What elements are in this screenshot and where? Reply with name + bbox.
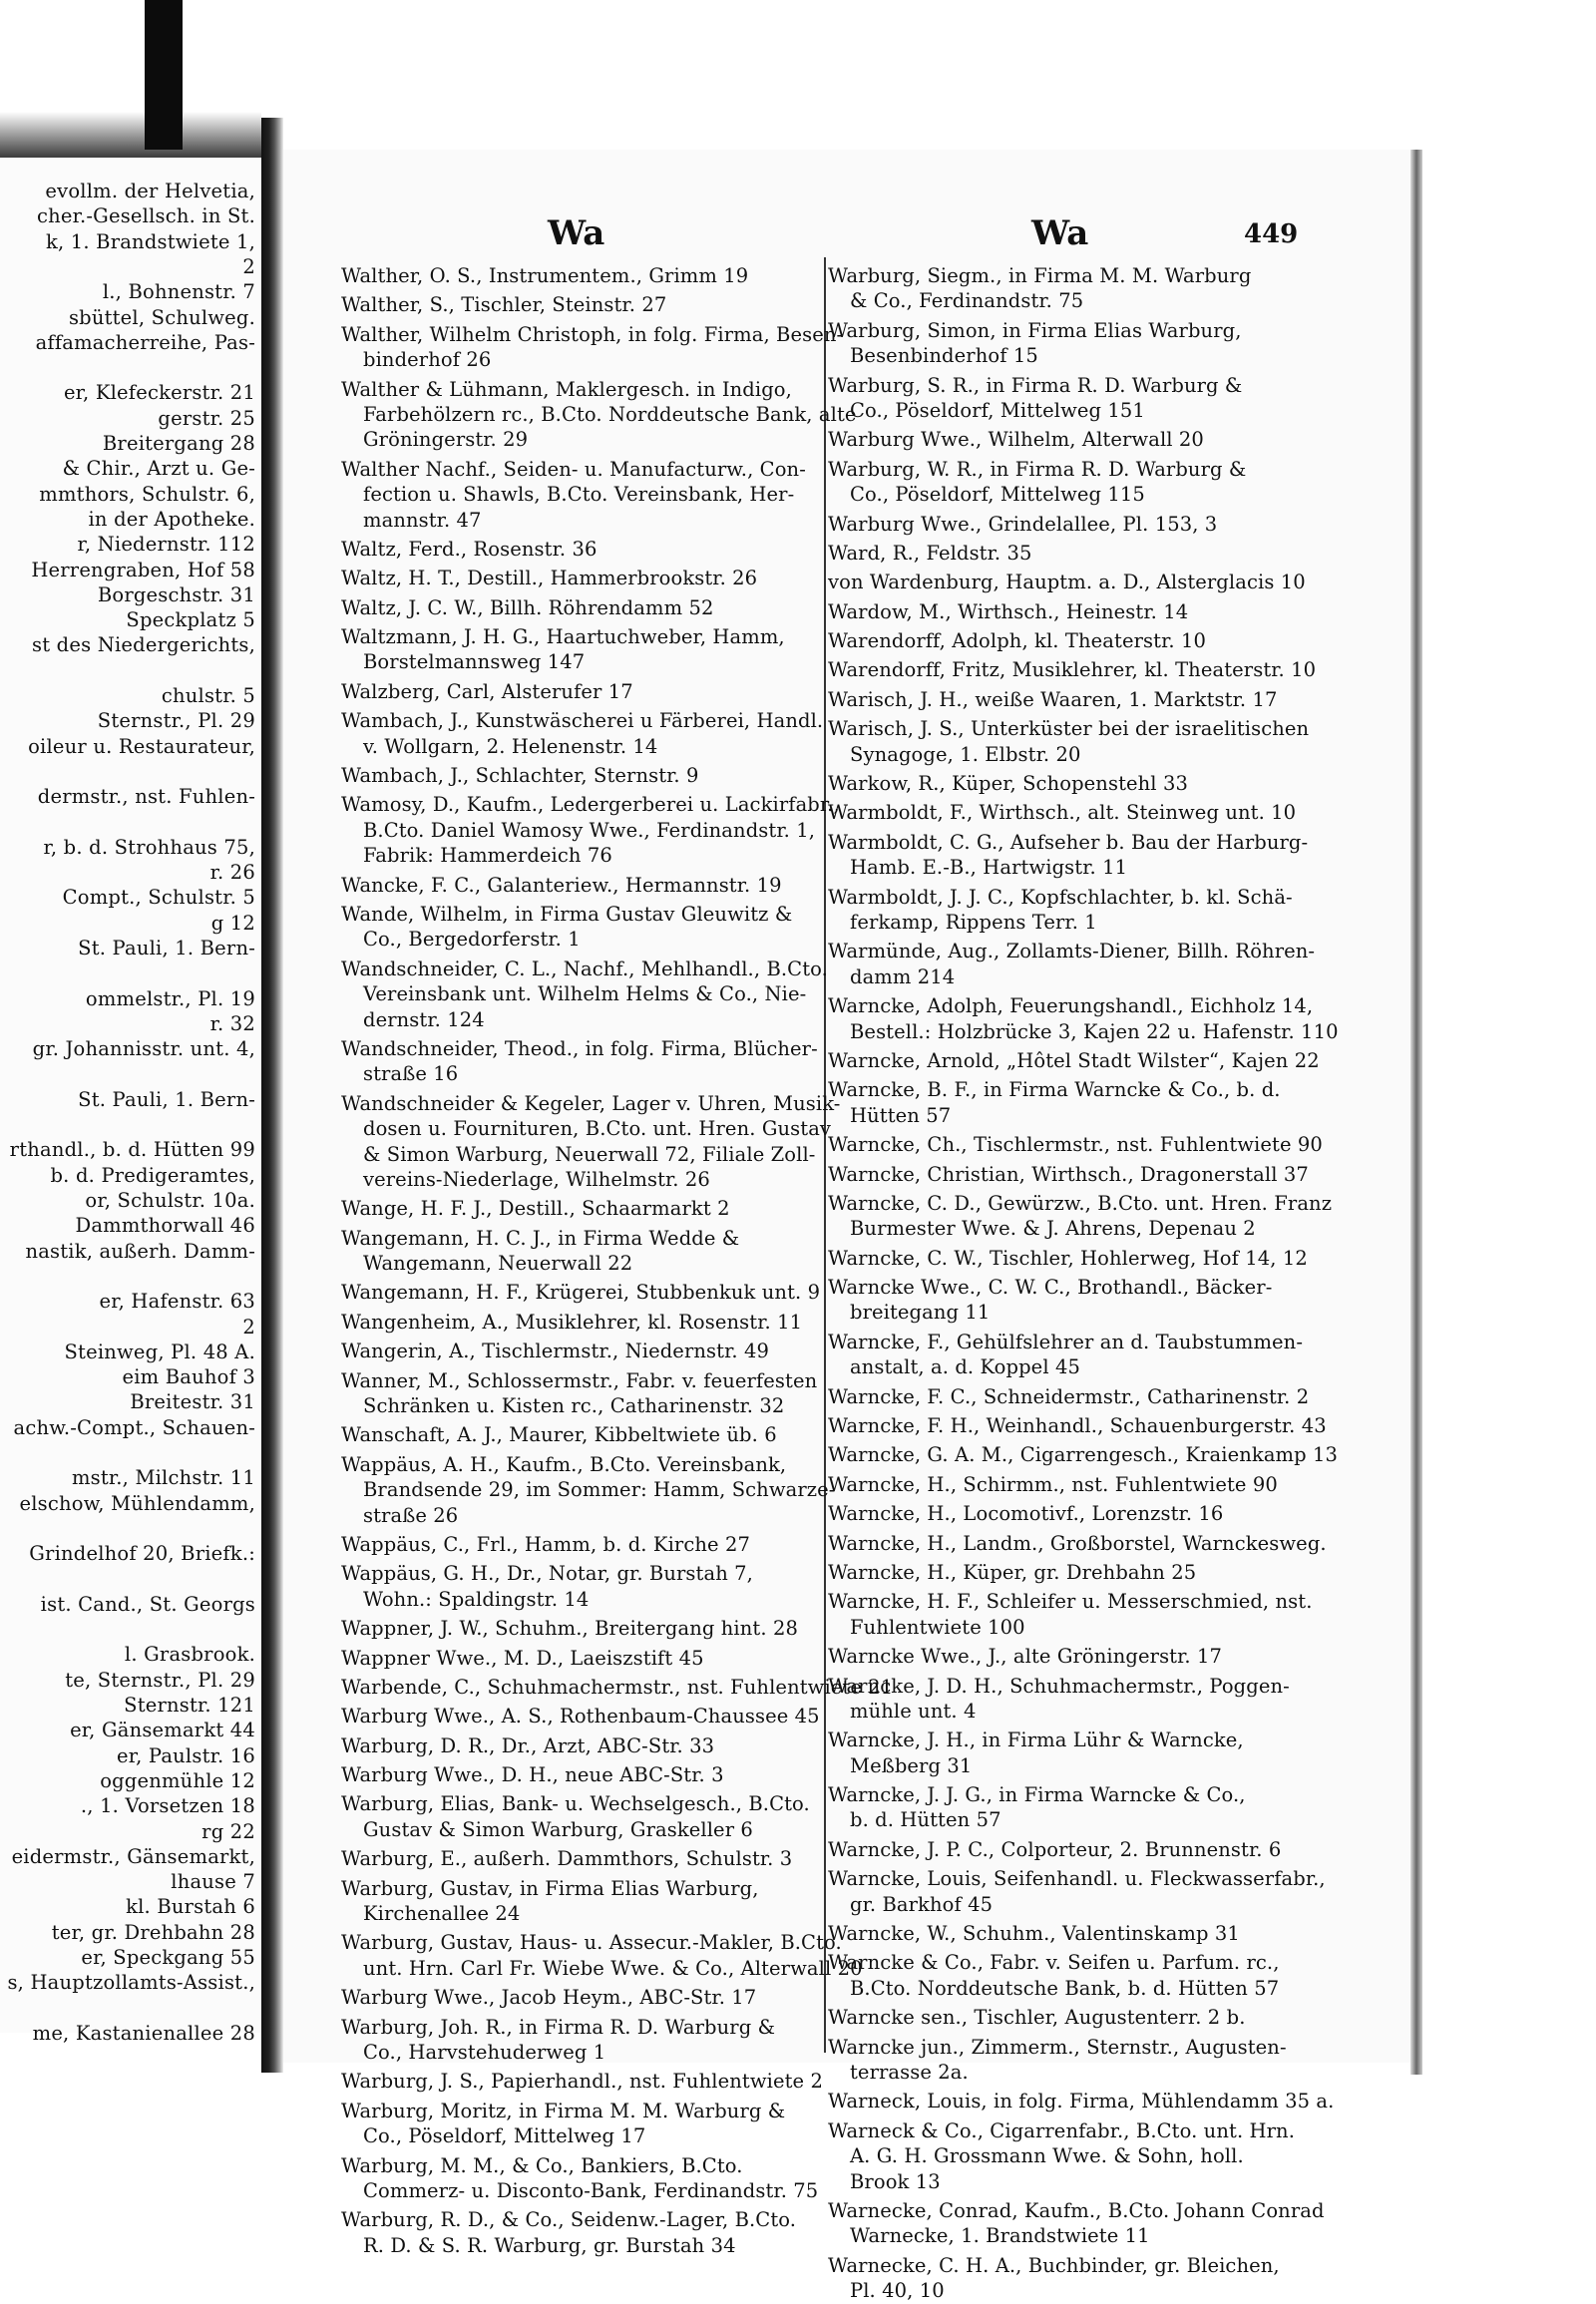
left-page-line: ter, gr. Drehbahn 28 [51, 1920, 255, 1944]
left-page-top-edge [0, 0, 261, 160]
directory-entry: Warnecke, C. H. A., Buchbinder, gr. Bleichen, [828, 2253, 1280, 2277]
directory-entry: Waltzmann, J. H. G., Haartuchweber, Hamm, [341, 625, 785, 649]
directory-entry-continuation: Borstelmannsweg 147 [363, 650, 586, 674]
directory-entry-continuation: breitegang 11 [850, 1301, 991, 1325]
directory-entry: Warncke & Co., Fabr. v. Seifen u. Parfum. rc., [828, 1951, 1280, 1975]
directory-entry-continuation: Wohn.: Spaldingstr. 14 [363, 1587, 590, 1611]
directory-column-right [828, 263, 1362, 2304]
directory-entry: Warncke, H., Locomotivf., Lorenzstr. 16 [828, 1502, 1224, 1526]
directory-entry-continuation: ferkamp, Rippens Terr. 1 [850, 910, 1097, 934]
directory-entry-continuation: Warnecke, 1. Brandstwiete 11 [850, 2224, 1150, 2248]
left-page-line: Dammthorwall 46 [75, 1214, 255, 1238]
directory-entry: Warncke Wwe., J., alte Gröningerstr. 17 [828, 1645, 1223, 1669]
left-page-line: St. Pauli, 1. Bern- [78, 937, 255, 960]
directory-entry-continuation: Meßberg 31 [850, 1753, 973, 1777]
directory-entry: Walther, Wilhelm Christoph, in folg. Firma, Besen- [341, 322, 844, 346]
left-page-line: er, Paulstr. 16 [116, 1743, 255, 1767]
left-page-line: sbüttel, Schulweg. [68, 305, 255, 329]
directory-entry: Warncke, H., Schirmm., nst. Fuhlentwiete 90 [828, 1472, 1278, 1496]
left-page-line: ist. Cand., St. Georgs [40, 1592, 255, 1616]
directory-entry: Wappäus, C., Frl., Hamm, b. d. Kirche 27 [341, 1532, 750, 1556]
left-page-line: & Chir., Arzt u. Ge- [62, 457, 255, 481]
directory-entry: Warburg, E., außerh. Dammthors, Schulstr. 3 [341, 1847, 793, 1871]
left-page-line: nastik, außerh. Damm- [25, 1239, 255, 1263]
directory-entry: Wanschaft, A. J., Maurer, Kibbeltwiete üb. 6 [341, 1423, 777, 1447]
directory-entry: Wandschneider, C. L., Nachf., Mehlhandl., B.Cto. [341, 957, 828, 980]
directory-entry-continuation: R. D. & S. R. Warburg, gr. Burstah 34 [363, 2233, 736, 2257]
left-page-line: Breitergang 28 [102, 432, 255, 455]
left-page-line: kl. Burstah 6 [126, 1895, 255, 1919]
left-page-line: ommelstr., Pl. 19 [85, 986, 255, 1010]
left-page-line: st des Niedergerichts, [32, 633, 255, 657]
directory-entry: Warncke, Arnold, „Hôtel Stadt Wilster“, Kajen 22 [828, 1048, 1320, 1072]
directory-entry: von Wardenburg, Hauptm. a. D., Alsterglacis 10 [828, 571, 1306, 594]
directory-entry: Warncke, G. A. M., Cigarrengesch., Kraienkamp 13 [828, 1443, 1339, 1467]
directory-entry-continuation: Vereinsbank unt. Wilhelm Helms & Co., Nie- [363, 982, 807, 1006]
directory-entry: Warbende, C., Schuhmachermstr., nst. Fuhlentwiete 21 [341, 1675, 894, 1699]
directory-entry: Warburg, Simon, in Firma Elias Warburg, [828, 318, 1242, 342]
directory-entry: Warncke, H., Landm., Großborstel, Warnckesweg. [828, 1531, 1327, 1555]
directory-entry: Wappner Wwe., M. D., Laeiszstift 45 [341, 1646, 704, 1670]
left-page-line: cher.-Gesellsch. in St. [37, 204, 255, 228]
directory-entry: Warncke, W., Schuhm., Valentinskamp 31 [828, 1922, 1240, 1946]
left-page-line: Sternstr. 121 [124, 1694, 255, 1717]
directory-entry: Warburg, Gustav, in Firma Elias Warburg, [341, 1876, 759, 1900]
directory-entry: Warnecke, Conrad, Kaufm., B.Cto. Johann Conrad [828, 2198, 1325, 2222]
left-page-line: in der Apotheke. [88, 507, 255, 531]
left-page-line: evollm. der Helvetia, [45, 180, 255, 202]
directory-entry: Warncke, Adolph, Feuerungshandl., Eichholz 14, [828, 994, 1314, 1018]
directory-entry: Warncke, J. P. C., Colporteur, 2. Brunnenstr. 6 [828, 1837, 1282, 1861]
directory-entry-continuation: damm 214 [850, 964, 956, 988]
book-spine-shadow [145, 0, 183, 150]
directory-entry: Warncke sen., Tischler, Augustenterr. 2 b. [828, 2006, 1246, 2030]
directory-entry: Walther Nachf., Seiden- u. Manufacturw., Con- [341, 457, 806, 481]
left-page-line: er, Gänsemarkt 44 [70, 1719, 255, 1742]
directory-entry: Warncke, Ch., Tischlermstr., nst. Fuhlentwiete 90 [828, 1133, 1323, 1157]
left-page-line: ., 1. Vorsetzen 18 [80, 1794, 255, 1818]
directory-entry: Warncke, F., Gehülfslehrer an d. Taubstummen- [828, 1330, 1304, 1353]
directory-entry-continuation: straße 16 [363, 1062, 459, 1086]
directory-entry-continuation: Gröningerstr. 29 [363, 428, 529, 452]
directory-entry-continuation: Hamb. E.-B., Hartwigstr. 11 [850, 856, 1128, 880]
directory-entry: Warncke, J. J. G., in Firma Warncke & Co., [828, 1783, 1246, 1807]
left-page-line: 2 [242, 1315, 255, 1339]
directory-entry: Warburg, D. R., Dr., Arzt, ABC-Str. 33 [341, 1733, 715, 1757]
directory-entry: Waltz, Ferd., Rosenstr. 36 [341, 537, 598, 561]
left-page-line: Herrengraben, Hof 58 [31, 558, 255, 581]
directory-entry: Warmboldt, F., Wirthsch., alt. Steinweg unt. 10 [828, 801, 1297, 825]
directory-entry-continuation: Co., Pöseldorf, Mittelweg 17 [363, 2124, 646, 2148]
directory-entry: Walther, O. S., Instrumentem., Grimm 19 [341, 264, 749, 287]
directory-entry: Warkow, R., Küper, Schopenstehl 33 [828, 772, 1188, 796]
left-page-line: Breitestr. 31 [130, 1390, 255, 1414]
directory-entry-continuation: Wangemann, Neuerwall 22 [363, 1252, 633, 1276]
directory-entry-continuation: binderhof 26 [363, 348, 492, 372]
left-page-line: mstr., Milchstr. 11 [71, 1466, 255, 1490]
left-page-line: gr. Johannisstr. unt. 4, [32, 1037, 255, 1061]
directory-entry: Warncke jun., Zimmerm., Sternstr., Augusten- [828, 2035, 1287, 2059]
directory-entry-continuation: unt. Hrn. Carl Fr. Wiebe Wwe. & Co., Alterwall 20 [363, 1956, 863, 1980]
directory-entry: Wangemann, H. C. J., in Firma Wedde & [341, 1226, 740, 1250]
directory-entry-continuation: terrasse 2a. [850, 2061, 969, 2084]
left-page-line: or, Schulstr. 10a. [85, 1189, 255, 1212]
directory-entry-continuation: B.Cto. Daniel Wamosy Wwe., Ferdinandstr. 1, [363, 818, 815, 842]
left-page-line: 2 [242, 254, 255, 278]
left-page-line: oileur u. Restaurateur, [28, 734, 255, 758]
left-page-line: te, Sternstr., Pl. 29 [65, 1668, 255, 1692]
directory-entry: Warncke, H. F., Schleifer u. Messerschmied, nst. [828, 1590, 1313, 1614]
directory-entry: Wange, H. F. J., Destill., Schaarmarkt 2 [341, 1197, 730, 1221]
directory-entry-continuation: B.Cto. Norddeutsche Bank, b. d. Hütten 57 [850, 1976, 1280, 2000]
directory-entry-continuation: mühle unt. 4 [850, 1699, 977, 1723]
directory-entry: Warburg, Gustav, Haus- u. Assecur.-Makler, B.Cto. [341, 1931, 842, 1955]
directory-entry: Wambach, J., Kunstwäscherei u Färberei, Handl. [341, 709, 824, 733]
directory-entry-continuation: Co., Harvstehuderweg 1 [363, 2041, 606, 2064]
directory-entry: Warburg, W. R., in Firma R. D. Warburg & [828, 457, 1247, 481]
directory-entry-continuation: v. Wollgarn, 2. Helenenstr. 14 [363, 734, 658, 758]
left-page-line: me, Kastanienallee 28 [32, 2021, 255, 2045]
page-gutter [261, 118, 283, 2073]
right-page-edge [1410, 150, 1422, 2075]
directory-entry: Wandschneider & Kegeler, Lager v. Uhren, Musik- [341, 1091, 841, 1115]
directory-entry: Warisch, J. H., weiße Waaren, 1. Marktstr. 17 [828, 687, 1278, 711]
directory-entry-continuation: fection u. Shawls, B.Cto. Vereinsbank, Her- [363, 483, 795, 507]
left-page-line: g 12 [210, 911, 255, 935]
directory-entry: Wappäus, G. H., Dr., Notar, gr. Burstah 7, [341, 1562, 753, 1586]
directory-entry: Warncke, H., Küper, gr. Drehbahn 25 [828, 1560, 1197, 1584]
left-page-line: chulstr. 5 [161, 684, 255, 707]
directory-entry: Warburg Wwe., D. H., neue ABC-Str. 3 [341, 1763, 724, 1787]
left-page-line: affamacherreihe, Pas- [35, 330, 255, 354]
directory-entry: Warendorff, Adolph, kl. Theaterstr. 10 [828, 629, 1206, 653]
directory-entry: Warburg Wwe., Grindelallee, Pl. 153, 3 [828, 512, 1218, 536]
directory-entry: Waltz, J. C. W., Billh. Röhrendamm 52 [341, 595, 714, 619]
left-page-line: er, Speckgang 55 [81, 1946, 255, 1969]
left-page-line: Borgeschstr. 31 [97, 582, 255, 606]
directory-entry-continuation: Co., Bergedorferstr. 1 [363, 928, 581, 952]
directory-entry-continuation: straße 26 [363, 1503, 459, 1527]
page-number: 449 [1244, 219, 1299, 249]
directory-entry: Wanner, M., Schlossermstr., Fabr. v. feuerfesten [341, 1368, 818, 1392]
directory-entry: Wamosy, D., Kaufm., Ledergerberei u. Lackirfabr., [341, 793, 840, 817]
directory-entry: Wangemann, H. F., Krügerei, Stubbenkuk unt. 9 [341, 1281, 821, 1305]
directory-entry: Warncke, B. F., in Firma Warncke & Co., b. d. [828, 1078, 1281, 1102]
left-page-line: rthandl., b. d. Hütten 99 [9, 1138, 255, 1162]
directory-entry-continuation: b. d. Hütten 57 [850, 1808, 1001, 1832]
left-page-line: Compt., Schulstr. 5 [62, 886, 255, 910]
left-page-line: r, Niedernstr. 112 [77, 533, 255, 557]
left-page-line: gerstr. 25 [158, 406, 255, 430]
directory-entry: Warburg, R. D., & Co., Seidenw.-Lager, B.Cto. [341, 2208, 797, 2232]
directory-entry: Warburg, S. R., in Firma R. D. Warburg & [828, 373, 1243, 397]
directory-entry: Warburg, J. S., Papierhandl., nst. Fuhlentwiete 2 [341, 2070, 823, 2094]
left-page-line: l. Grasbrook. [124, 1643, 255, 1667]
left-page-line: s, Hauptzollamts-Assist., [7, 1971, 255, 1995]
left-page-line: Grindelhof 20, Briefk.: [29, 1542, 255, 1566]
directory-entry: Warburg, Moritz, in Firma M. M. Warburg & [341, 2099, 786, 2122]
left-page-line: mmthors, Schulstr. 6, [39, 482, 255, 506]
directory-entry-continuation: Fuhlentwiete 100 [850, 1615, 1025, 1639]
directory-entry: Warisch, J. S., Unterküster bei der israelitischen [828, 717, 1310, 741]
directory-entry-continuation: dosen u. Fournituren, B.Cto. unt. Hren. Gustav [363, 1117, 832, 1141]
left-page-line: er, Hafenstr. 63 [99, 1290, 255, 1314]
directory-entry: Walther, S., Tischler, Steinstr. 27 [341, 293, 667, 317]
left-page-line: eim Bauhof 3 [122, 1365, 255, 1389]
directory-entry: Walzberg, Carl, Alsterufer 17 [341, 679, 633, 703]
running-head-right: Wa [1031, 213, 1089, 253]
directory-entry-continuation: dernstr. 124 [363, 1007, 485, 1031]
directory-entry-continuation: vereins-Niederlage, Wilhelmstr. 26 [363, 1167, 710, 1191]
directory-entry-continuation: anstalt, a. d. Koppel 45 [850, 1355, 1080, 1379]
directory-entry: Warburg, M. M., & Co., Bankiers, B.Cto. [341, 2153, 743, 2177]
directory-entry-continuation: & Simon Warburg, Neuerwall 72, Filiale Zoll- [363, 1142, 816, 1166]
directory-entry: Warmünde, Aug., Zollamts-Diener, Billh. Röhren- [828, 940, 1316, 963]
directory-entry-continuation: mannstr. 47 [363, 508, 482, 532]
left-page-fragment [0, 158, 261, 2045]
directory-entry: Warburg Wwe., Wilhelm, Alterwall 20 [828, 428, 1204, 452]
left-page-line: Sternstr., Pl. 29 [97, 709, 255, 733]
directory-entry-continuation: Bestell.: Holzbrücke 3, Kajen 22 u. Hafenstr. 110 [850, 1019, 1339, 1043]
directory-entry-continuation: Co., Pöseldorf, Mittelweg 115 [850, 483, 1145, 507]
directory-entry: Warmboldt, C. G., Aufseher b. Bau der Harburg- [828, 830, 1309, 854]
directory-entry: Wambach, J., Schlachter, Sternstr. 9 [341, 764, 699, 788]
directory-entry: Warncke, Louis, Seifenhandl. u. Fleckwasserfabr., [828, 1867, 1326, 1891]
directory-entry: Wardow, M., Wirthsch., Heinestr. 14 [828, 599, 1189, 623]
left-page-line: l., Bohnenstr. 7 [102, 280, 255, 304]
left-page-line: b. d. Predigeramtes, [50, 1163, 255, 1187]
directory-entry: Warendorff, Fritz, Musiklehrer, kl. Theaterstr. 10 [828, 658, 1317, 682]
left-page-line: Steinweg, Pl. 48 A. [64, 1340, 255, 1363]
directory-entry-continuation: Brandsende 29, im Sommer: Hamm, Schwarze- [363, 1478, 836, 1502]
directory-entry-continuation: A. G. H. Grossmann Wwe. & Sohn, holl. [850, 2144, 1244, 2168]
directory-entry: Wangerin, A., Tischlermstr., Niedernstr. 49 [341, 1340, 769, 1363]
left-page-line: rg 22 [201, 1819, 255, 1843]
directory-entry: Warncke, Christian, Wirthsch., Dragonerstall 37 [828, 1162, 1309, 1186]
directory-entry: Warncke, J. D. H., Schuhmachermstr., Poggen- [828, 1674, 1290, 1698]
directory-entry-continuation: Burmester Wwe. & J. Ahrens, Depenau 2 [850, 1217, 1256, 1241]
directory-entry: Wande, Wilhelm, in Firma Gustav Gleuwitz & [341, 902, 793, 926]
directory-entry: Warburg Wwe., A. S., Rothenbaum-Chaussee 45 [341, 1705, 820, 1728]
directory-entry: Walther & Lühmann, Maklergesch. in Indigo, [341, 377, 792, 401]
left-page-line: k, 1. Brandstwiete 1, [45, 229, 255, 253]
directory-entry-continuation: Synagoge, 1. Elbstr. 20 [850, 742, 1081, 766]
directory-entry: Warneck, Louis, in folg. Firma, Mühlendamm 35 a. [828, 2090, 1335, 2113]
directory-entry: Warncke, J. H., in Firma Lühr & Warncke, [828, 1728, 1244, 1752]
directory-entry-continuation: Hütten 57 [850, 1103, 952, 1127]
directory-entry-continuation: Brook 13 [850, 2169, 941, 2193]
directory-entry: Warmboldt, J. J. C., Kopfschlachter, b. kl. Schä- [828, 885, 1293, 909]
left-page-line: eidermstr., Gänsemarkt, [11, 1844, 255, 1868]
directory-entry: Wangenheim, A., Musiklehrer, kl. Rosenstr. 11 [341, 1310, 803, 1334]
directory-entry: Warburg, Joh. R., in Firma R. D. Warburg & [341, 2015, 776, 2039]
directory-entry-continuation: & Co., Ferdinandstr. 75 [850, 289, 1084, 313]
directory-entry: Warburg Wwe., Jacob Heym., ABC-Str. 17 [341, 1986, 757, 2010]
directory-entry-continuation: Pl. 40, 10 [850, 2279, 945, 2303]
directory-entry: Warburg, Siegm., in Firma M. M. Warburg [828, 264, 1252, 287]
directory-entry: Waltz, H. T., Destill., Hammerbrookstr. 26 [341, 567, 758, 590]
left-page-line: er, Klefeckerstr. 21 [63, 381, 255, 405]
directory-entry-continuation: Kirchenallee 24 [363, 1902, 521, 1926]
directory-entry: Wappner, J. W., Schuhm., Breitergang hint. 28 [341, 1617, 798, 1641]
directory-entry-continuation: gr. Barkhof 45 [850, 1892, 994, 1916]
directory-entry: Wancke, F. C., Galanteriew., Hermannstr. 19 [341, 873, 782, 897]
left-page-line: dermstr., nst. Fuhlen- [37, 785, 255, 809]
running-head-left: Wa [548, 213, 605, 253]
left-page-line: r. 32 [209, 1011, 255, 1035]
left-page-line: lhause 7 [171, 1870, 255, 1894]
directory-entry: Warncke, F. H., Weinhandl., Schauenburgerstr. 43 [828, 1414, 1327, 1438]
directory-entry: Warneck & Co., Cigarrenfabr., B.Cto. unt. Hrn. [828, 2118, 1296, 2142]
directory-entry: Warncke, C. W., Tischler, Hohlerweg, Hof 14, 12 [828, 1246, 1308, 1270]
left-page-line: r, b. d. Strohhaus 75, [43, 835, 255, 859]
directory-entry: Ward, R., Feldstr. 35 [828, 541, 1032, 565]
directory-entry-continuation: Fabrik: Hammerdeich 76 [363, 844, 612, 868]
directory-entry-continuation: Commerz- u. Disconto-Bank, Ferdinandstr. 75 [363, 2178, 819, 2202]
directory-entry: Warncke, C. D., Gewürzw., B.Cto. unt. Hren. Franz [828, 1191, 1333, 1215]
directory-page [283, 150, 1410, 2303]
left-page-line: r. 26 [209, 861, 255, 885]
directory-entry: Wappäus, A. H., Kaufm., B.Cto. Vereinsbank, [341, 1452, 787, 1476]
directory-entry: Warncke Wwe., C. W. C., Brothandl., Bäcker- [828, 1276, 1273, 1300]
directory-entry: Warncke, F. C., Schneidermstr., Catharinenstr. 2 [828, 1384, 1310, 1408]
left-page-line: elschow, Mühlendamm, [19, 1491, 255, 1515]
directory-entry-continuation: Besenbinderhof 15 [850, 344, 1038, 368]
left-page-line: oggenmühle 12 [100, 1768, 255, 1792]
left-page-line: Speckplatz 5 [126, 608, 255, 632]
directory-entry-continuation: Farbehölzern rc., B.Cto. Norddeutsche Bank, alte [363, 402, 857, 426]
directory-entry-continuation: Gustav & Simon Warburg, Graskeller 6 [363, 1817, 753, 1841]
directory-entry-continuation: Schränken u. Kisten rc., Catharinenstr. 32 [363, 1394, 785, 1418]
directory-entry: Wandschneider, Theod., in folg. Firma, Blücher- [341, 1036, 818, 1060]
directory-entry: Warburg, Elias, Bank- u. Wechselgesch., B.Cto. [341, 1792, 810, 1816]
left-page-line: St. Pauli, 1. Bern- [78, 1087, 255, 1111]
directory-entry-continuation: Co., Pöseldorf, Mittelweg 151 [850, 398, 1145, 422]
directory-column-left [341, 263, 894, 2258]
left-page-line: achw.-Compt., Schauen- [13, 1415, 255, 1439]
